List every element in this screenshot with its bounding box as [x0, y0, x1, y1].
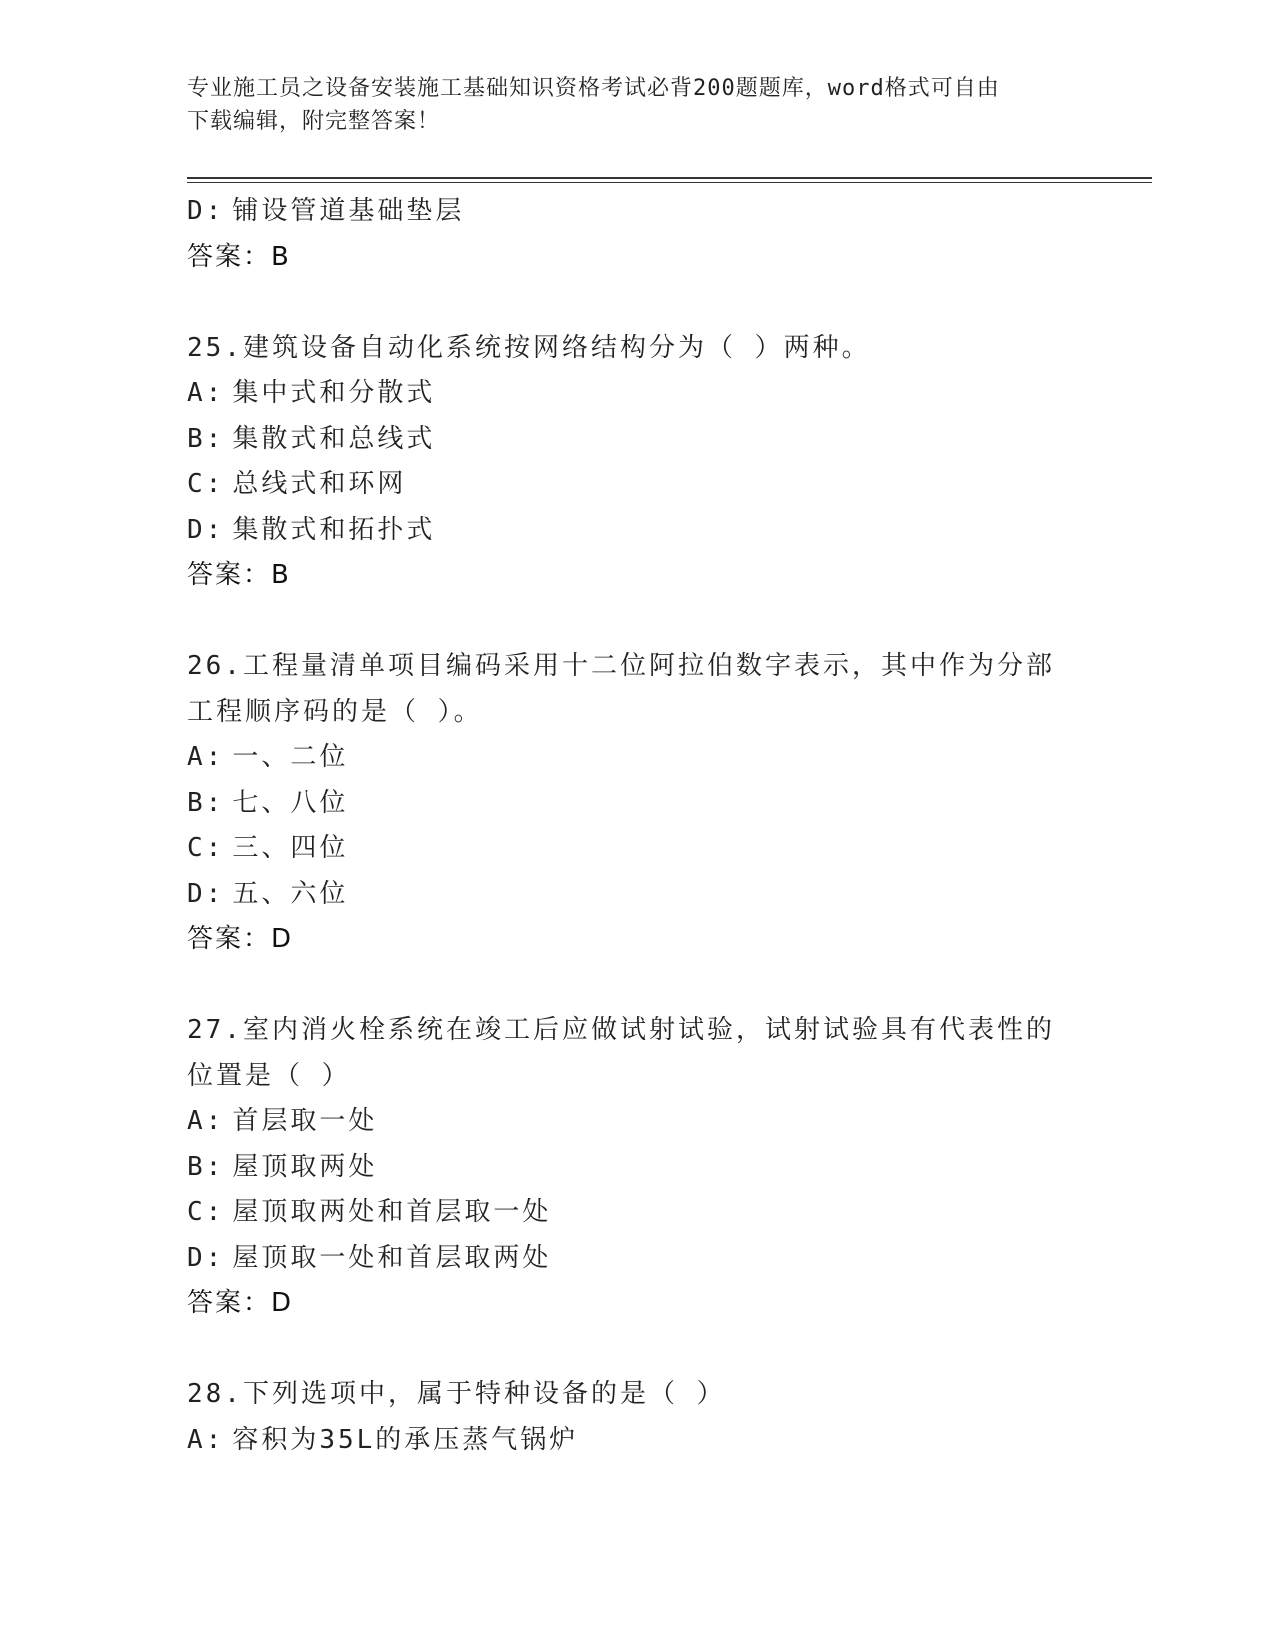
question-28 — [187, 1372, 1087, 1463]
option-label: D: — [187, 1242, 225, 1273]
option-text: 集散式和拓扑式 — [232, 514, 436, 545]
option-text: 屋顶取两处和首层取一处 — [232, 1197, 552, 1227]
option-a — [187, 371, 1087, 417]
question-stem: 25.建筑设备自动化系统按网络结构分为（ ）两种。 — [187, 332, 871, 363]
option-label: A: — [187, 1424, 225, 1455]
option-text: 集散式和总线式 — [232, 423, 436, 454]
option-d — [187, 872, 1087, 918]
previous-question-tail — [187, 189, 1087, 280]
question-27 — [187, 1008, 1087, 1327]
option-label: B: — [187, 423, 225, 454]
option-label: C: — [187, 833, 225, 863]
question-25 — [187, 326, 1087, 599]
document-header — [187, 72, 1067, 138]
header-rule-thick — [187, 177, 1152, 179]
option-d — [187, 508, 1087, 554]
question-26 — [187, 644, 1087, 963]
option-text: 首层取一处 — [232, 1106, 378, 1136]
option-text: 五、六位 — [232, 878, 349, 909]
option-c — [187, 826, 1087, 872]
option-c — [187, 1190, 1087, 1236]
option-c — [187, 462, 1087, 508]
option-label: D: — [187, 196, 225, 226]
question-stem: 28.下列选项中，属于特种设备的是（ ） — [187, 1379, 726, 1409]
option-text: 七、八位 — [232, 787, 349, 818]
option-text: 屋顶取一处和首层取两处 — [232, 1242, 552, 1273]
answer-line: 答案：D — [187, 924, 294, 954]
option-label: C: — [187, 1197, 225, 1227]
option-b — [187, 1145, 1087, 1191]
option-label: D: — [187, 878, 225, 909]
option-label: A: — [187, 742, 225, 772]
option-text: 容积为35L的承压蒸气锅炉 — [232, 1424, 579, 1455]
option-label: A: — [187, 378, 225, 408]
option-a — [187, 735, 1087, 781]
header-rule-thin — [187, 182, 1152, 183]
question-stem: 26.工程量清单项目编码采用十二位阿拉伯数字表示，其中作为分部工程顺序码的是（ ）。 — [187, 651, 1055, 727]
option-b — [187, 417, 1087, 463]
option-label: C: — [187, 469, 225, 499]
option-text: 集中式和分散式 — [232, 378, 436, 408]
option-text: 一、二位 — [232, 742, 349, 772]
answer-line: 答案：D — [187, 1288, 294, 1318]
option-label: B: — [187, 1151, 225, 1182]
option-d — [187, 1236, 1087, 1282]
answer-line: 答案：B — [187, 560, 291, 590]
option-text: 总线式和环网 — [232, 469, 407, 499]
question-list — [187, 189, 1087, 1463]
option-label: D: — [187, 514, 225, 545]
option-d — [187, 189, 1087, 235]
option-text: 三、四位 — [232, 833, 349, 863]
option-label: A: — [187, 1106, 225, 1136]
option-text: 屋顶取两处 — [232, 1151, 378, 1182]
header-line-2: 下载编辑，附完整答案！ — [187, 109, 441, 134]
option-text: 铺设管道基础垫层 — [232, 196, 465, 226]
option-b — [187, 781, 1087, 827]
option-a — [187, 1418, 1087, 1464]
header-line-1: 专业施工员之设备安装施工基础知识资格考试必背200题题库，word格式可自由 — [187, 76, 1000, 101]
option-label: B: — [187, 787, 225, 818]
answer-line: 答案：B — [187, 241, 291, 272]
question-stem: 27.室内消火栓系统在竣工后应做试射试验，试射试验具有代表性的位置是（ ） — [187, 1015, 1055, 1091]
option-a — [187, 1099, 1087, 1145]
